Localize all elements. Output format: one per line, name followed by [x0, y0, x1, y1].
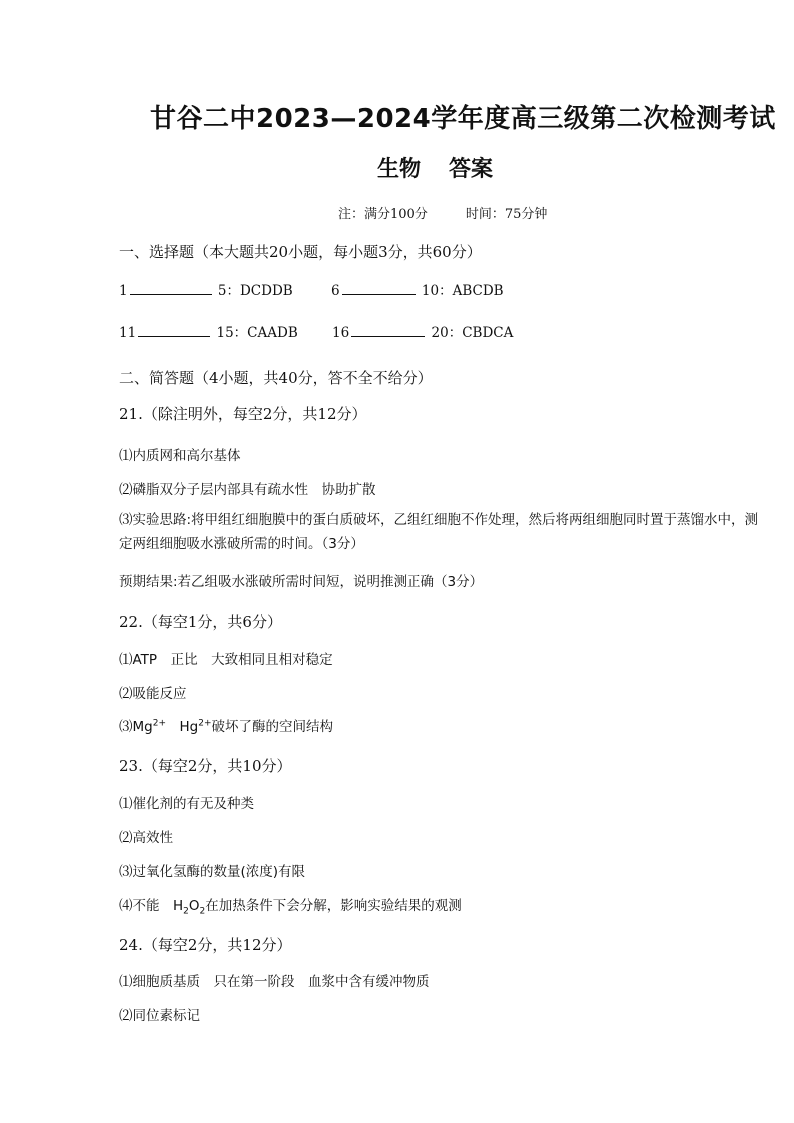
answer-range-values: 20：CBDCA	[431, 325, 514, 341]
answer-row	[119, 321, 513, 341]
exam-time: 时间：75分钟	[465, 207, 548, 222]
answer-text: ⑷不能 H	[119, 898, 184, 914]
q22-heading: 22.（每空1分，共6分）	[119, 613, 282, 631]
subject-label: 生物	[376, 157, 421, 182]
q22-answer-2: ⑵吸能反应	[119, 686, 187, 702]
q23-answer-1: ⑴催化剂的有无及种类	[119, 796, 254, 812]
q23-answer-2: ⑵高效性	[119, 830, 173, 846]
superscript: 2+	[198, 718, 212, 729]
blank-line	[351, 324, 425, 337]
subtitle	[0, 152, 794, 183]
section1-heading: 一、选择题（本大题共20小题，每小题3分，共60分）	[119, 243, 482, 261]
blank-line	[342, 282, 416, 295]
q23-answer-4	[119, 894, 462, 917]
q24-answer-2: ⑵同位素标记	[119, 1008, 200, 1024]
answer-range-start: 1	[119, 283, 128, 299]
answer-text: Hg	[166, 719, 199, 735]
q21-answer-4: 预期结果:若乙组吸水涨破所需时间短，说明推测正确（3分）	[119, 574, 484, 590]
answer-text: 在加热条件下会分解，影响实验结果的观测	[205, 898, 462, 914]
superscript: 2+	[152, 718, 166, 729]
answer-text: O	[188, 898, 200, 914]
answer-text: 破坏了酶的空间结构	[211, 719, 334, 735]
q21-answer-2: ⑵磷脂双分子层内部具有疏水性 协助扩散	[119, 482, 376, 498]
q21-answer-3: ⑶实验思路:将甲组红细胞膜中的蛋白质破坏，乙组红细胞不作处理，然后将两组细胞同时置于蒸馏水中，测定两组细胞吸水涨破所需的时间。（3分）	[119, 512, 759, 552]
answer-range-start: 16	[332, 325, 350, 341]
q24-answer-1: ⑴细胞质基质 只在第一阶段 血浆中含有缓冲物质	[119, 974, 430, 990]
answer-range-values: 5：DCDDB	[217, 283, 293, 299]
q22-answer-1: ⑴ATP 正比 大致相同且相对稳定	[119, 652, 333, 668]
exam-note	[338, 203, 547, 222]
answer-label: 答案	[449, 157, 494, 182]
blank-line	[130, 282, 212, 295]
answer-range-start: 11	[119, 325, 137, 341]
full-score: 注：满分100分	[338, 207, 428, 222]
q21-heading: 21.（除注明外，每空2分，共12分）	[119, 405, 367, 423]
section2-heading: 二、简答题（4小题，共40分，答不全不给分）	[119, 369, 433, 387]
subscript: 2	[199, 906, 206, 917]
answer-range-values: 10：ABCDB	[421, 283, 504, 299]
q23-answer-3: ⑶过氧化氢酶的数量(浓度)有限	[119, 864, 306, 880]
exam-title: 甘谷二中2023—2024学年度高三级第二次检测考试	[150, 104, 776, 134]
answer-text: ⑶Mg	[119, 719, 153, 735]
q24-heading: 24.（每空2分，共12分）	[119, 936, 292, 954]
blank-line	[138, 324, 210, 337]
answer-range-start: 6	[331, 283, 340, 299]
answer-range-values: 15：CAADB	[216, 325, 298, 341]
q22-answer-3	[119, 715, 333, 735]
q23-heading: 23.（每空2分，共10分）	[119, 757, 292, 775]
answer-row	[119, 279, 504, 299]
q21-answer-1: ⑴内质网和高尔基体	[119, 448, 241, 464]
subscript: 2	[183, 906, 189, 917]
